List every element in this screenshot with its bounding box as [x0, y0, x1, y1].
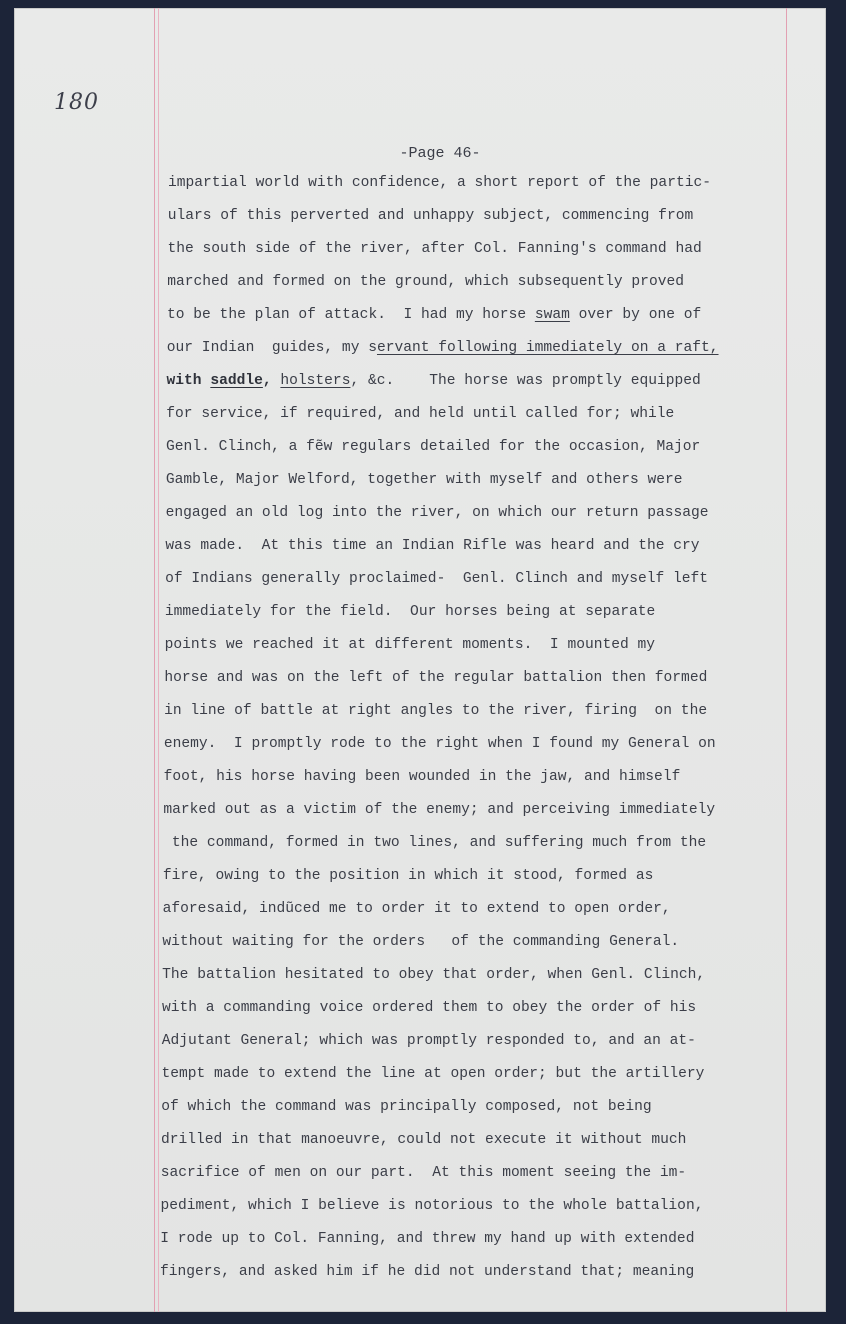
- text-line: [168, 176, 711, 191]
- text-line: [160, 1265, 694, 1280]
- text-segment: I rode up to Col. Fanning, and threw my hand up with extended: [160, 1231, 695, 1247]
- text-line: [166, 440, 700, 455]
- text-line: [161, 1166, 686, 1181]
- text-segment: impartial world with confidence, a short report of the partic-: [168, 175, 711, 191]
- text-segment: The battalion hesitated to obey that order, when Genl. Clinch,: [162, 967, 706, 983]
- text-segment: was made. At this time an Indian Rifle was heard and the cry: [165, 538, 700, 554]
- text-line: [160, 1232, 694, 1247]
- text-line: [167, 374, 701, 389]
- text-segment: pediment, which I believe is notorious to the whole battalion,: [160, 1198, 704, 1214]
- text-line: [163, 836, 706, 851]
- text-segment: engaged an old log into the river, on which our return passage: [165, 505, 709, 521]
- text-segment: over by one of: [569, 307, 702, 323]
- text-segment: marched and formed on the ground, which subsequently proved: [167, 274, 684, 290]
- text-segment: saddle: [210, 373, 263, 389]
- text-line: [162, 935, 679, 950]
- text-segment: of Indians generally proclaimed- Genl. Clinch and myself left: [165, 571, 709, 587]
- text-segment: the south side of the river, after Col. Fanning's command had: [167, 241, 702, 257]
- text-segment: Genl. Clinch, a fẽw regulars detailed for the occasion, Major: [166, 439, 701, 455]
- text-segment: without waiting for the orders of the commanding General.: [162, 934, 680, 950]
- text-line: [166, 473, 683, 488]
- text-line: [162, 1001, 696, 1016]
- text-line: [164, 737, 716, 752]
- text-segment: , &c. The horse was promptly equipped: [350, 373, 701, 389]
- text-line: [165, 539, 699, 554]
- text-line: [167, 275, 684, 290]
- text-segment: horse and was on the left of the regular battalion then formed: [164, 670, 708, 686]
- text-segment: ,: [262, 373, 281, 389]
- text-line: [166, 407, 674, 422]
- page-header: -Page 46-: [399, 145, 481, 162]
- text-segment: foot, his horse having been wounded in the jaw, and himself: [163, 769, 681, 785]
- text-segment: ulars of this perverted and unhappy subject, commencing from: [167, 208, 694, 224]
- text-segment: the command, formed in two lines, and suffering much from the: [163, 835, 707, 851]
- text-segment: our Indian guides, my s: [166, 340, 377, 356]
- text-line: [161, 1067, 704, 1082]
- text-segment: to be the plan of attack. I had my horse: [167, 307, 535, 323]
- text-segment: for service, if required, and held until called for; while: [166, 406, 675, 422]
- left-margin-rule-inner: [158, 8, 159, 1312]
- text-segment: ervant following immediately on a raft,: [376, 340, 719, 356]
- text-line: [162, 968, 705, 983]
- text-segment: points we reached it at different moments. I mounted my: [164, 637, 656, 653]
- text-segment: with: [166, 373, 211, 389]
- text-line: [167, 308, 701, 323]
- text-line: [165, 572, 708, 587]
- text-line: [168, 242, 702, 257]
- text-line: [166, 506, 709, 521]
- folio-number: 180: [54, 90, 99, 115]
- text-segment: holsters: [280, 373, 351, 389]
- text-segment: of which the command was principally composed, not being: [161, 1099, 652, 1115]
- text-segment: drilled in that manoeuvre, could not execute it without much: [160, 1132, 687, 1148]
- text-line: [168, 209, 693, 224]
- text-segment: Adjutant General; which was promptly responded to, and an at-: [161, 1033, 696, 1049]
- text-line: [160, 1199, 703, 1214]
- text-segment: in line of battle at right angles to the river, firing on the: [164, 703, 708, 719]
- text-line: [165, 638, 655, 653]
- text-segment: aforesaid, indũced me to order it to extend to open order,: [162, 901, 671, 917]
- text-line: [161, 1100, 651, 1115]
- text-segment: tempt made to extend the line at open order; but the artillery: [161, 1066, 705, 1082]
- text-line: [164, 671, 707, 686]
- text-segment: sacrifice of men on our part. At this moment seeing the im-: [160, 1165, 687, 1181]
- text-line: [162, 1034, 696, 1049]
- right-margin-rule: [786, 8, 787, 1312]
- text-line: [164, 770, 681, 785]
- text-line: [163, 902, 671, 917]
- text-line: [167, 341, 719, 356]
- text-line: [165, 605, 655, 620]
- text-line: [161, 1133, 686, 1148]
- text-line: [164, 704, 707, 719]
- text-segment: enemy. I promptly rode to the right when I found my General on: [163, 736, 716, 752]
- text-segment: swam: [534, 307, 570, 323]
- text-line: [163, 869, 653, 884]
- text-segment: with a commanding voice ordered them to obey the order of his: [161, 1000, 697, 1016]
- text-segment: marked out as a victim of the enemy; and perceiving immediately: [163, 802, 716, 818]
- text-segment: immediately for the field. Our horses being at separate: [164, 604, 656, 620]
- left-margin-rule: [154, 8, 155, 1312]
- text-segment: fire, owing to the position in which it stood, formed as: [162, 868, 654, 884]
- text-segment: fingers, and asked him if he did not understand that; meaning: [160, 1264, 695, 1280]
- text-line: [163, 803, 715, 818]
- document-page: [14, 8, 826, 1312]
- text-segment: Gamble, Major Welford, together with myself and others were: [165, 472, 683, 488]
